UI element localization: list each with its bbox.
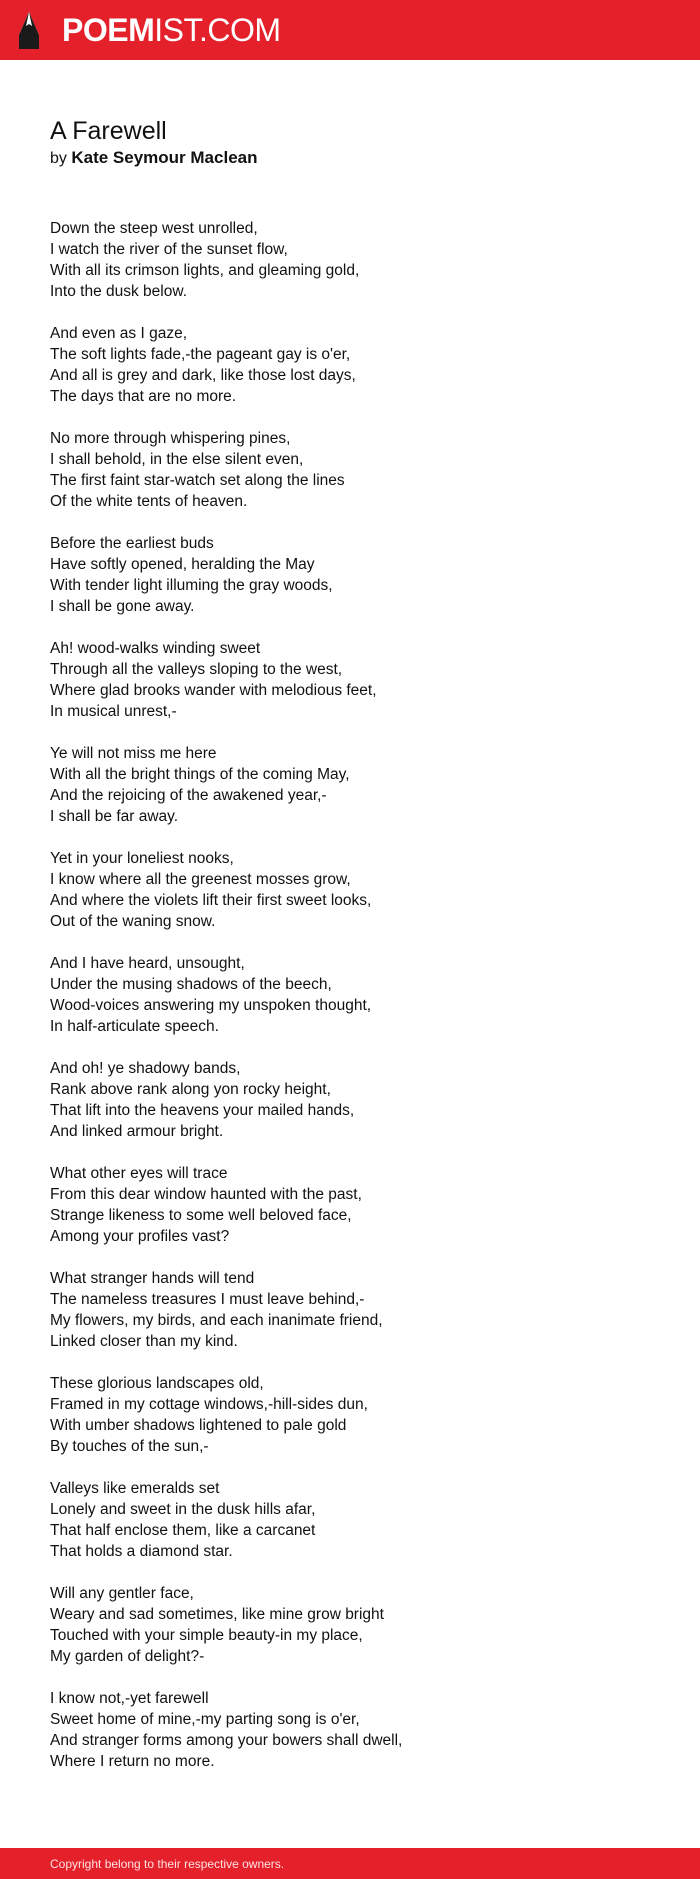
poem-line: And oh! ye shadowy bands, [50,1060,241,1077]
poem-line: Where I return no more. [50,1753,215,1770]
poem-line: The first faint star-watch set along the lines [50,472,345,489]
poem-line: That holds a diamond star. [50,1543,233,1560]
stanza [50,218,650,302]
poem-line: These glorious landscapes old, [50,1375,264,1392]
poem-body [50,218,650,1793]
stanza [50,533,650,617]
poem-line: With tender light illuming the gray woods, [50,577,333,594]
by-label: by [50,150,67,167]
poem-line: Among your profiles vast? [50,1228,230,1245]
poem-line: That lift into the heavens your mailed hands, [50,1102,355,1119]
byline [50,146,258,171]
poem-line: I know not,-yet farewell [50,1690,209,1707]
poem-line: My garden of delight?- [50,1648,205,1665]
poem-line: From this dear window haunted with the past, [50,1186,362,1203]
poem-line: With all its crimson lights, and gleaming gold, [50,262,360,279]
poem-line: The days that are no more. [50,388,237,405]
poem-line: I shall be gone away. [50,598,195,615]
stanza [50,1163,650,1247]
poem-line: In half-articulate speech. [50,1018,219,1035]
poem-line: And I have heard, unsought, [50,955,245,972]
poem-line: Out of the waning snow. [50,913,216,930]
poem-line: Will any gentler face, [50,1585,194,1602]
stanza [50,638,650,722]
stanza [50,1478,650,1562]
poem-line: I shall behold, in the else silent even, [50,451,304,468]
poem-line: Of the white tents of heaven. [50,493,248,510]
poem-line: And the rejoicing of the awakened year,- [50,787,327,804]
site-logo[interactable] [62,10,281,50]
stanza [50,953,650,1037]
poem-line: No more through whispering pines, [50,430,291,447]
poem-line: Linked closer than my kind. [50,1333,238,1350]
poem-line: And all is grey and dark, like those lost days, [50,367,356,384]
poem-line: In musical unrest,- [50,703,177,720]
poem-line: Into the dusk below. [50,283,188,300]
author-name[interactable]: Kate Seymour Maclean [71,148,258,167]
poem-title: A Farewell [50,117,167,145]
stanza [50,848,650,932]
poem-line: And stranger forms among your bowers shall dwell, [50,1732,403,1749]
poem-line: Where glad brooks wander with melodious feet, [50,682,377,699]
pen-nib-icon[interactable] [17,11,41,51]
poem-line: And even as I gaze, [50,325,188,342]
poem-line: I watch the river of the sunset flow, [50,241,288,258]
poem-line: Yet in your loneliest nooks, [50,850,234,867]
poem-line: Framed in my cottage windows,-hill-sides dun, [50,1396,368,1413]
poem-line: And linked armour bright. [50,1123,224,1140]
poem-line: Strange likeness to some well beloved face, [50,1207,352,1224]
poem-line: I know where all the greenest mosses grow, [50,871,351,888]
poem-line: Ye will not miss me here [50,745,217,762]
stanza [50,1583,650,1667]
stanza [50,428,650,512]
poem-line: With all the bright things of the coming May, [50,766,350,783]
site-header [0,0,700,60]
poem-line: Under the musing shadows of the beech, [50,976,332,993]
poem-line: Wood-voices answering my unspoken thought, [50,997,372,1014]
logo-light-text: IST.COM [154,12,281,48]
poem-line: And where the violets lift their first sweet looks, [50,892,372,909]
stanza [50,1373,650,1457]
poem-line: I shall be far away. [50,808,179,825]
poem-line: With umber shadows lightened to pale gold [50,1417,347,1434]
poem-line: Have softly opened, heralding the May [50,556,315,573]
poem-line: My flowers, my birds, and each inanimate friend, [50,1312,383,1329]
site-footer [0,1848,700,1879]
poem-line: The nameless treasures I must leave behind,- [50,1291,365,1308]
stanza [50,1688,650,1772]
poem-line: Down the steep west unrolled, [50,220,258,237]
stanza [50,323,650,407]
poem-line: What other eyes will trace [50,1165,228,1182]
poem-line: By touches of the sun,- [50,1438,209,1455]
poem-line: Through all the valleys sloping to the west, [50,661,343,678]
stanza [50,1058,650,1142]
poem-line: What stranger hands will tend [50,1270,255,1287]
poem-line: Sweet home of mine,-my parting song is o'er, [50,1711,360,1728]
poem-line: Weary and sad sometimes, like mine grow bright [50,1606,384,1623]
logo-bold-text: POEM [62,12,155,48]
stanza [50,1268,650,1352]
poem-line: Ah! wood-walks winding sweet [50,640,261,657]
poem-line: The soft lights fade,-the pageant gay is o'er, [50,346,351,363]
poem-line: Valleys like emeralds set [50,1480,220,1497]
poem-line: Lonely and sweet in the dusk hills afar, [50,1501,316,1518]
stanza [50,743,650,827]
poem-line: Before the earliest buds [50,535,214,552]
poem-line: Touched with your simple beauty-in my place, [50,1627,363,1644]
copyright-text: Copyright belong to their respective owners. [50,1857,285,1871]
poem-line: That half enclose them, like a carcanet [50,1522,316,1539]
poem-line: Rank above rank along yon rocky height, [50,1081,331,1098]
